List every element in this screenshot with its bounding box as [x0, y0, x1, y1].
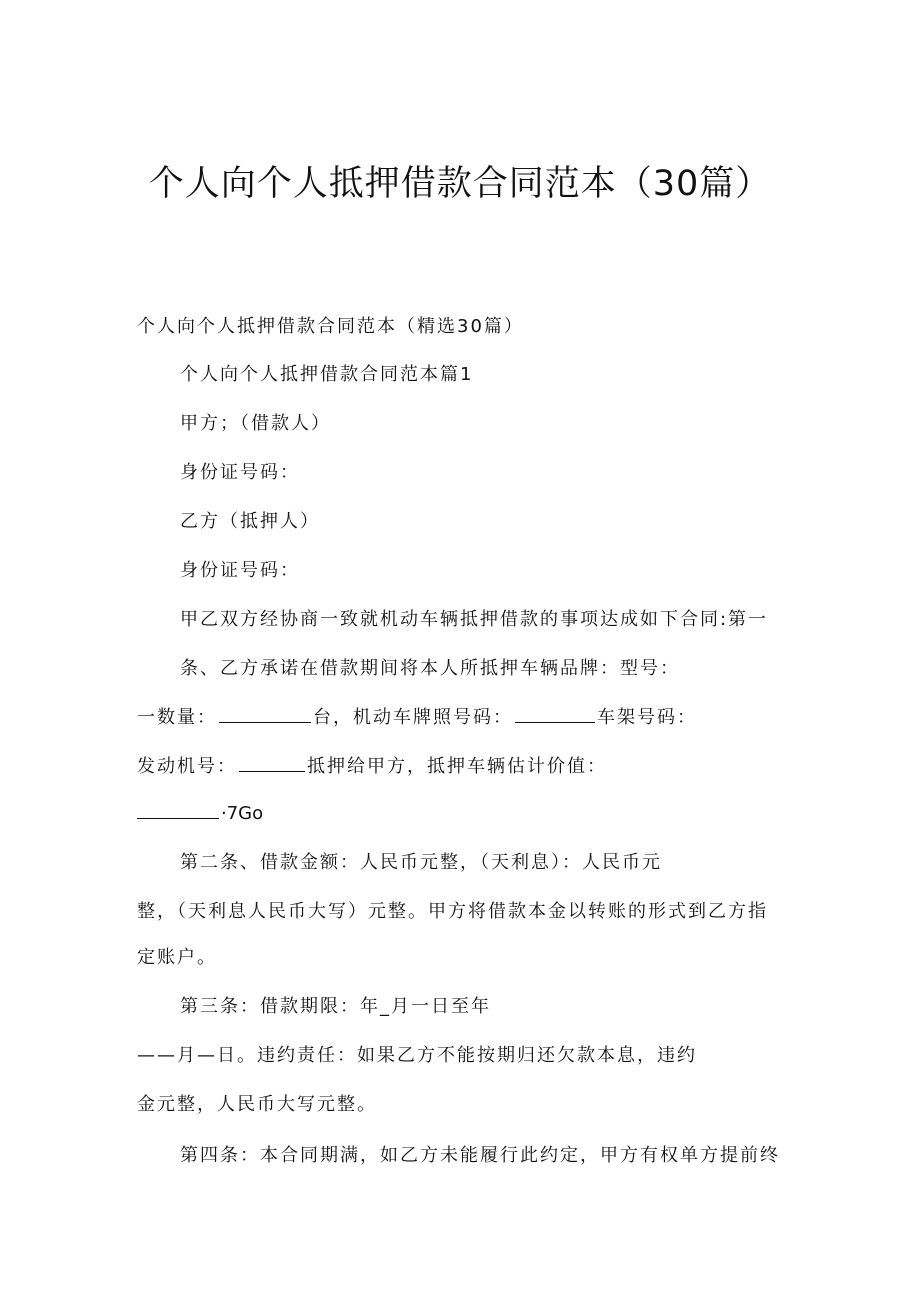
clause1-line2 [137, 705, 697, 731]
plate-number-blank [515, 706, 595, 723]
engine-number-label: 发动机号： [137, 756, 237, 777]
clause3-line3: 金元整，人民币大写元整。 [137, 1094, 377, 1115]
section-heading: 个人向个人抵押借款合同范本篇1 [180, 364, 474, 385]
valuation-blank [137, 802, 219, 819]
engine-number-blank [239, 755, 305, 772]
document-subtitle: 个人向个人抵押借款合同范本（精选30篇） [137, 316, 524, 337]
clause3-line2: ——月—日。违约责任：如果乙方不能按期归还欠款本息，违约 [137, 1045, 697, 1066]
party-a-line: 甲方；（借款人） [180, 413, 331, 434]
quantity-blank [219, 706, 311, 723]
clause4-line1: 第四条：本合同期满，如乙方未能履行此约定，甲方有权单方提前终 [180, 1145, 780, 1166]
document-title: 个人向个人抵押借款合同范本（30篇） [148, 164, 772, 204]
clause1-line3 [137, 754, 607, 780]
clause1-line4 [137, 801, 263, 827]
party-b-line: 乙方（抵押人） [180, 511, 320, 532]
intro-line: 甲乙双方经协商一致就机动车辆抵押借款的事项达成如下合同:第一 [180, 609, 769, 630]
valuation-suffix: ·7Go [221, 803, 264, 824]
clause1-line1: 条、乙方承诺在借款期间将本人所抵押车辆品牌：型号： [180, 658, 680, 679]
clause2-line2: 整，（天利息人民币大写）元整。甲方将借款本金以转账的形式到乙方指 [137, 901, 768, 922]
valuation-label: 抵押给甲方，抵押车辆估计价值： [307, 756, 607, 777]
clause2-line3: 定账户。 [137, 947, 217, 968]
frame-number-label: 车架号码： [597, 707, 697, 728]
plate-number-label: 台，机动车牌照号码： [313, 707, 513, 728]
id-number-b-line: 身份证号码： [180, 560, 300, 581]
quantity-label: 一数量： [137, 707, 217, 728]
clause3-line1: 第三条：借款期限：年_月一日至年 [180, 996, 491, 1017]
id-number-a-line: 身份证号码： [180, 462, 300, 483]
clause2-line1: 第二条、借款金额：人民币元整，（天利息）：人民币元 [180, 852, 662, 873]
